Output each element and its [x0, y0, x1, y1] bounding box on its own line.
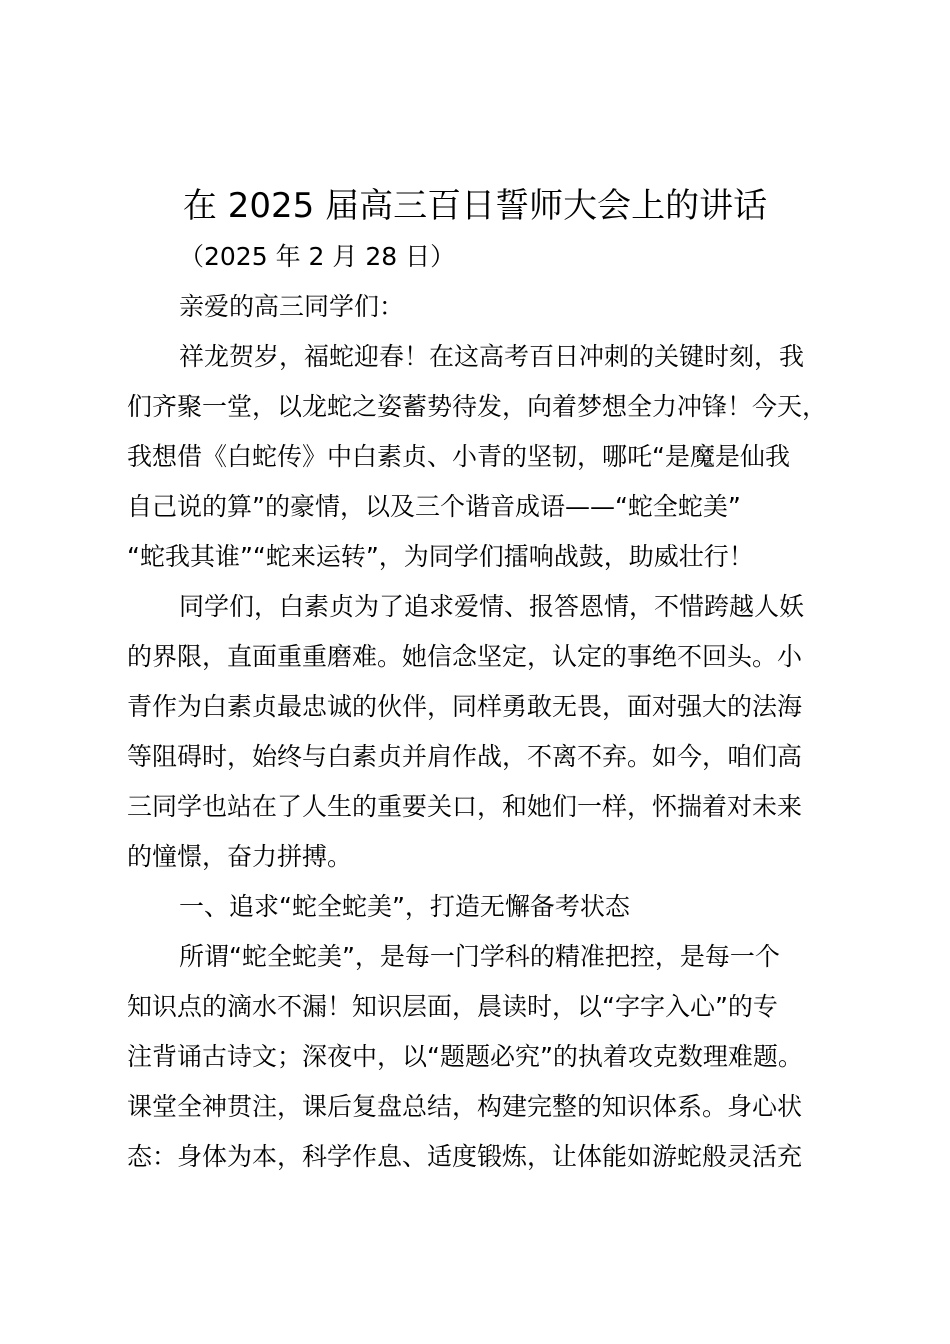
salutation: 亲爱的高三同学们：: [179, 292, 405, 321]
paragraph-line: 祥龙贺岁，福蛇迎春！在这高考百日冲刺的关键时刻，我: [179, 342, 805, 371]
document-body: [127, 232, 837, 1182]
document-title: 在 2025 届高三百日誓师大会上的讲话: [182, 186, 768, 226]
paragraph-line: 知识点的滴水不漏！知识层面，晨读时，以“字字入心”的专: [127, 992, 778, 1021]
paragraph-line: 同学们，白素贞为了追求爱情、报答恩情，不惜跨越人妖: [179, 592, 805, 621]
paragraph-line: 态：身体为本，科学作息、适度锻炼，让体能如游蛇般灵活充: [127, 1142, 803, 1171]
section-heading: 一、追求“蛇全蛇美”，打造无懈备考状态: [179, 892, 630, 921]
paragraph-line: 的憧憬，奋力拼搏。: [127, 842, 353, 871]
paragraph-line: 课堂全神贯注，课后复盘总结，构建完整的知识体系。身心状: [127, 1092, 803, 1121]
paragraph-line: 所谓“蛇全蛇美”，是每一门学科的精准把控，是每一个: [179, 942, 780, 971]
paragraph-line: 自己说的算”的豪情，以及三个谐音成语——“蛇全蛇美”: [127, 492, 741, 521]
paragraph-line: 注背诵古诗文；深夜中，以“题题必究”的执着攻克数理难题。: [127, 1042, 803, 1071]
paragraph-line: 三同学也站在了人生的重要关口，和她们一样，怀揣着对未来: [127, 792, 803, 821]
paragraph-line: “蛇我其谁”“蛇来运转”，为同学们擂响战鼓，助威壮行！: [127, 542, 754, 571]
paragraph-line: 的界限，直面重重磨难。她信念坚定，认定的事绝不回头。小: [127, 642, 803, 671]
date-line: （2025 年 2 月 28 日）: [179, 242, 456, 271]
paragraph-line: 我想借《白蛇传》中白素贞、小青的坚韧，哪吒“是魔是仙我: [127, 442, 790, 471]
paragraph-line: 们齐聚一堂，以龙蛇之姿蓄势待发，向着梦想全力冲锋！今天，: [127, 392, 828, 421]
paragraph-line: 青作为白素贞最忠诚的伙伴，同样勇敢无畏，面对强大的法海: [127, 692, 803, 721]
paragraph-line: 等阻碍时，始终与白素贞并肩作战，不离不弃。如今，咱们高: [127, 742, 803, 771]
